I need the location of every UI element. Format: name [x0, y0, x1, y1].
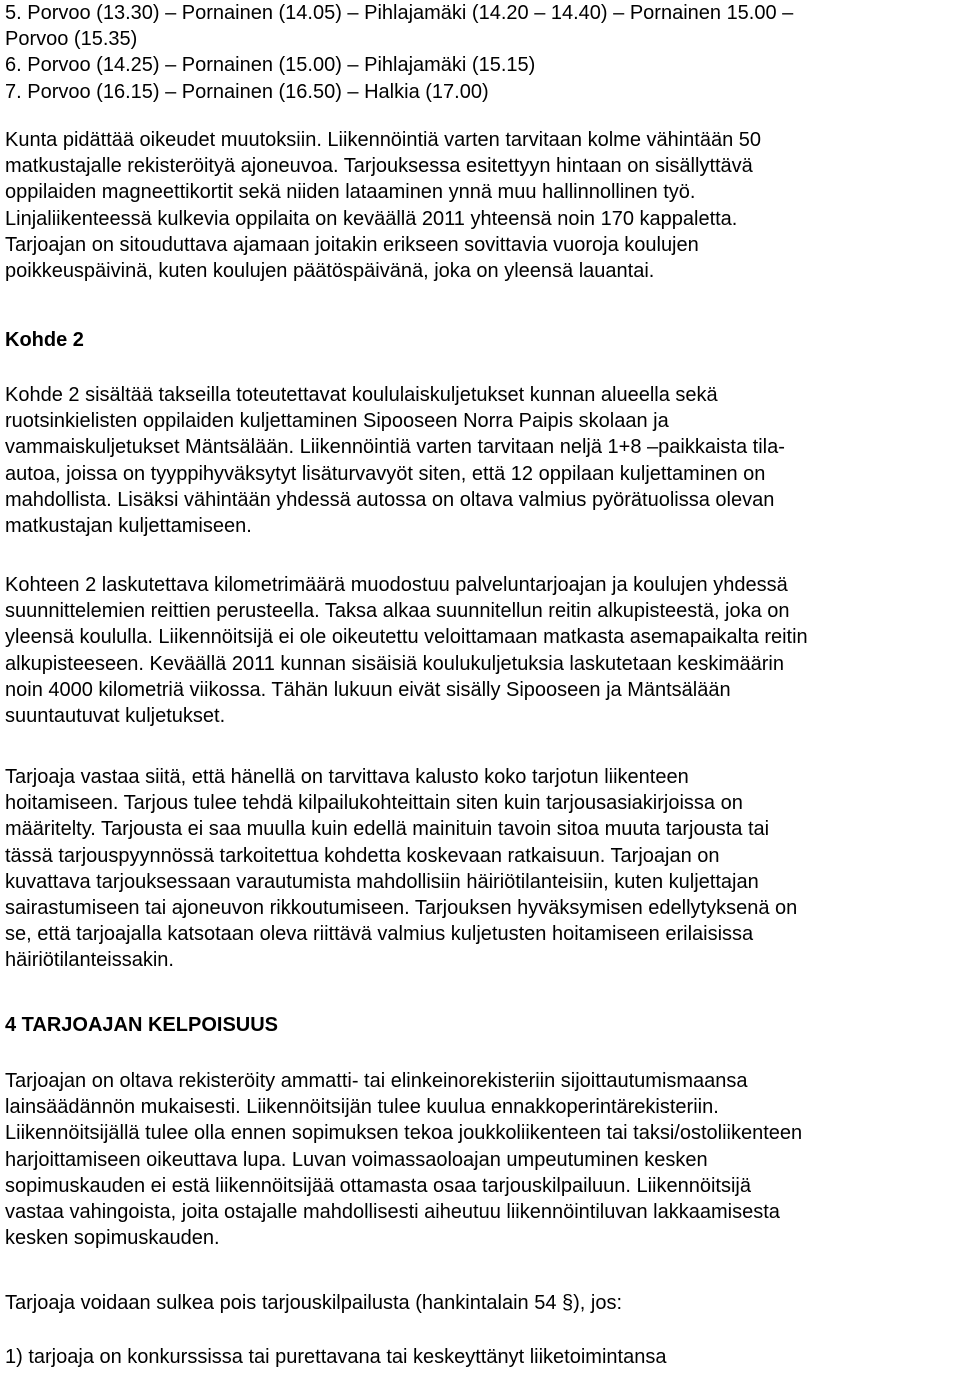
text-line: hoitamiseen. Tarjous tulee tehdä kilpailukohteittain siten kuin tarjousasiakirjoissa on — [5, 792, 743, 815]
text-line: sopimuskauden ei estä liikennöitsijää ottamasta osaa tarjouskilpailuun. Liikennöitsijä — [5, 1174, 751, 1197]
text-line: häiriötilanteissakin. — [5, 949, 174, 972]
text-line: sairastumiseen tai ajoneuvon rikkoutumiseen. Tarjouksen hyväksymisen edellytyksenä on — [5, 897, 798, 920]
text-line: autoa, joissa on tyyppihyväksytyt lisäturvavyöt siten, että 12 oppilaan kuljettaminen on — [5, 462, 766, 485]
text-line: alkupisteeseen. Keväällä 2011 kunnan sisäisiä koulukuljetuksia laskutetaan keskimäärin — [5, 652, 784, 675]
text-line: se, että tarjoajalla katsotaan oleva riittävä valmius kuljetusten hoitamiseen erilaisissa — [5, 923, 754, 946]
text-line: mahdollista. Lisäksi vähintään yhdessä autossa on oltava valmius pyörätuolissa olevan — [5, 488, 775, 511]
text-line: noin 4000 kilometriä viikossa. Tähän lukuun eivät sisälly Sipooseen ja Mäntsälään — [5, 678, 731, 701]
text-line: Tarjoaja voidaan sulkea pois tarjouskilpailusta (hankintalain 54 §), jos: — [5, 1292, 623, 1314]
text-line: suuntautuvat kuljetukset. — [5, 705, 226, 728]
text-line: suunnittelemien reittien perusteella. Taksa alkaa suunnitellun reitin alkupisteestä, joka on — [5, 600, 790, 623]
schedule-line: 6. Porvoo (14.25) – Pornainen (15.00) – Pihlajamäki (15.15) — [5, 54, 536, 77]
text-line: lainsäädännön mukaisesti. Liikennöitsijän tulee kuulua ennakkoperintärekisteriin. — [5, 1096, 719, 1119]
kohde2-paragraph-2 — [5, 572, 808, 729]
text-line: matkustajan kuljettamiseen. — [5, 515, 252, 538]
text-line: kesken sopimuskauden. — [5, 1227, 220, 1250]
text-line: vastaa vahingoista, joita ostajalle mahdollisesti aiheutuu liikennöintiluvan lakkaamisesta — [5, 1201, 780, 1224]
text-line: Kohde 2 sisältää takseilla toteutettavat koululaiskuljetukset kunnan alueella sekä — [5, 384, 718, 406]
schedule-line: 5. Porvoo (13.30) – Pornainen (14.05) – Pihlajamäki (14.20 – 14.40) – Pornainen 15.00 – — [5, 2, 794, 24]
schedule-list — [5, 0, 793, 105]
section-4-paragraph-2 — [5, 1290, 622, 1316]
schedule-line: 7. Porvoo (16.15) – Pornainen (16.50) – Halkia (17.00) — [5, 80, 489, 103]
text-line: Linjaliikenteessä kulkevia oppilaita on keväällä 2011 yhteensä noin 170 kappaletta. — [5, 207, 738, 230]
text-line: määritelty. Tarjousta ei saa muulla kuin edellä mainituin tavoin sitoa muuta tarjousta tai — [5, 818, 770, 841]
kohde2-paragraph-3 — [5, 764, 797, 974]
section-4-list-item-1 — [5, 1344, 666, 1370]
text-line: yleensä koululla. Liikennöitsijä ei ole oikeutettu veloittamaan matkasta asemapaikalta reitin — [5, 626, 808, 649]
text-line: matkustajalle rekisteröityä ajoneuvoa. Tarjouksessa esitettyyn hintaan on sisällyttävä — [5, 155, 753, 178]
text-line: tässä tarjouspyynnössä tarkoitettua kohdetta koskevaan ratkaisuun. Tarjoajan on — [5, 844, 720, 867]
terms-paragraph — [5, 127, 761, 284]
schedule-line: Porvoo (15.35) — [5, 28, 138, 51]
text-line: Tarjoajan on oltava rekisteröity ammatti- tai elinkeinorekisteriin sijoittautumismaansa — [5, 1070, 748, 1092]
text-line: harjoittamiseen oikeuttava lupa. Luvan voimassaoloajan umpeutuminen kesken — [5, 1148, 708, 1171]
text-line: Kohteen 2 laskutettava kilometrimäärä muodostuu palveluntarjoajan ja koulujen yhdessä — [5, 574, 788, 596]
text-line: oppilaiden magneettikortit sekä niiden lataaminen ynnä muu hallinnollinen työ. — [5, 181, 696, 204]
text-line: Kunta pidättää oikeudet muutoksiin. Liikennöintiä varten tarvitaan kolme vähintään 50 — [5, 129, 762, 151]
kohde2-paragraph-1 — [5, 382, 785, 539]
text-line: 1) tarjoaja on konkurssissa tai purettavana tai keskeyttänyt liiketoimintansa — [5, 1346, 667, 1368]
section-4-paragraph-1 — [5, 1068, 802, 1251]
section-4-heading: 4 TARJOAJAN KELPOISUUS — [5, 1014, 279, 1036]
text-line: poikkeuspäivinä, kuten koulujen päätöspäivänä, joka on yleensä lauantai. — [5, 260, 655, 283]
text-line: Tarjoajan on sitouduttava ajamaan joitakin erikseen sovittavia vuoroja koulujen — [5, 233, 699, 256]
text-line: vammaiskuljetukset Mäntsälään. Liikennöintiä varten tarvitaan neljä 1+8 –paikkaista tila- — [5, 436, 785, 459]
text-line: ruotsinkielisten oppilaiden kuljettaminen Sipooseen Norra Paipis skolaan ja — [5, 410, 669, 433]
text-line: Tarjoaja vastaa siitä, että hänellä on tarvittava kalusto koko tarjotun liikenteen — [5, 766, 689, 788]
text-line: kuvattava tarjouksessaan varautumista mahdollisiin häiriötilanteisiin, kuten kuljettajan — [5, 870, 759, 893]
text-line: Liikennöitsijällä tulee olla ennen sopimuksen tekoa joukkoliikenteen tai taksi/ostoliikenteen — [5, 1122, 803, 1145]
kohde2-heading: Kohde 2 — [5, 329, 84, 351]
